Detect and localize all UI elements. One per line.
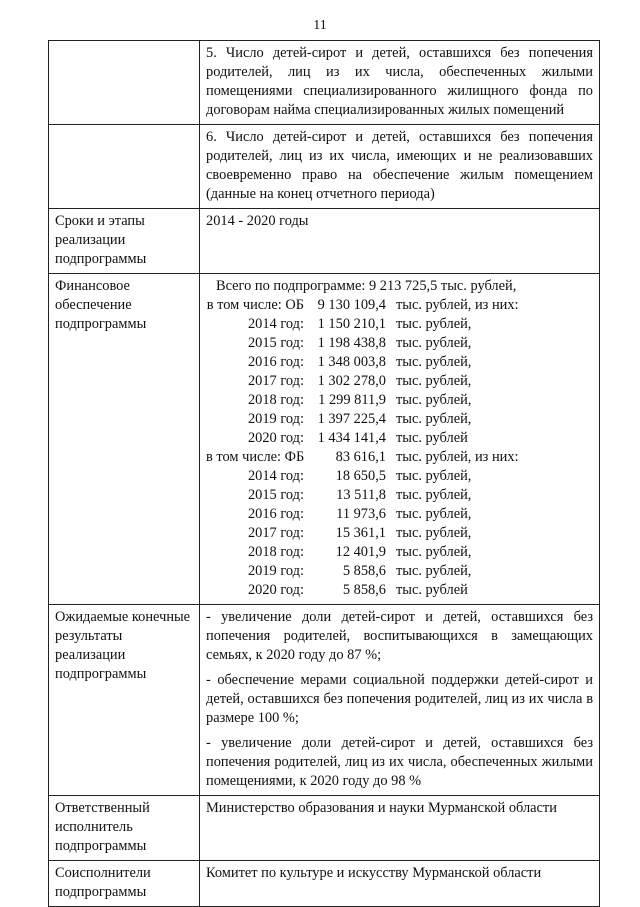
year-label: 2014 год: (247, 316, 304, 332)
year-unit: тыс. рублей, (396, 354, 472, 370)
year-value: 11 973,6 (336, 506, 386, 522)
coexecutors-value: Комитет по культуре и искусству Мурманской области (200, 861, 600, 907)
year-label: 2020 год: (247, 582, 304, 598)
year-unit: тыс. рублей, (396, 525, 472, 541)
year-value: 1 397 225,4 (317, 411, 386, 427)
ob-years (206, 315, 593, 448)
year-label: 2019 год: (247, 411, 304, 427)
fb-label: в том числе: ФБ (206, 449, 305, 465)
finance-year-row (206, 391, 593, 410)
year-value: 15 361,1 (335, 525, 386, 541)
year-value: 1 198 438,8 (317, 335, 386, 351)
results-label: Ожидаемые конечные результаты реализации подпрограммы (49, 605, 200, 796)
table-row (49, 41, 600, 125)
responsible-label: Ответственный исполнитель подпрограммы (49, 796, 200, 861)
indicator-5: 5. Число детей-сирот и детей, оставшихся без попечения родителей, лиц из их числа, обеспеченных жилыми помещениями специализированного жилищного фонда по договорам найма специализированных жилых помещений (200, 41, 600, 125)
finance-year-row (206, 410, 593, 429)
finance-total: Всего по подпрограмме: 9 213 725,5 тыс. рублей, (216, 278, 517, 294)
finance-year-row (206, 353, 593, 372)
year-value: 18 650,5 (335, 468, 386, 484)
table-row (49, 209, 600, 274)
responsible-value: Министерство образования и науки Мурманской области (200, 796, 600, 861)
year-unit: тыс. рублей, (396, 335, 472, 351)
ob-sum: 9 130 109,4 (317, 297, 386, 313)
year-label: 2017 год: (247, 525, 304, 541)
finance-year-row (206, 562, 593, 581)
year-unit: тыс. рублей (396, 582, 468, 598)
year-unit: тыс. рублей, (396, 487, 472, 503)
table-row (49, 861, 600, 907)
year-label: 2019 год: (247, 563, 304, 579)
finance-year-row (206, 581, 593, 600)
year-label: 2016 год: (247, 506, 304, 522)
indicator-6: 6. Число детей-сирот и детей, оставшихся без попечения родителей, лиц из их числа, имеющих и не реализовавших своевременно право на обеспечение жилым помещением (данные на конец отчетного периода) (200, 125, 600, 209)
year-value: 12 401,9 (335, 544, 386, 560)
table-row (49, 605, 600, 796)
empty-label-cell (49, 41, 200, 125)
year-label: 2015 год: (247, 487, 304, 503)
finance-year-row (206, 467, 593, 486)
subprogram-passport-table (48, 40, 600, 907)
finance-label: Финансовое обеспечение подпрограммы (49, 274, 200, 605)
year-value: 1 302 278,0 (317, 373, 386, 389)
finance-year-row (206, 315, 593, 334)
year-label: 2014 год: (247, 468, 304, 484)
year-value: 1 299 811,9 (318, 392, 386, 408)
finance-block (200, 274, 600, 605)
ob-unit: тыс. рублей, из них: (396, 297, 519, 313)
year-label: 2018 год: (247, 392, 304, 408)
terms-value: 2014 - 2020 годы (200, 209, 600, 274)
year-unit: тыс. рублей, (396, 544, 472, 560)
fb-years (206, 467, 593, 600)
year-unit: тыс. рублей (396, 430, 468, 446)
finance-year-row (206, 524, 593, 543)
table-row (49, 796, 600, 861)
fb-unit: тыс. рублей, из них: (396, 449, 519, 465)
result-item: - увеличение доли детей-сирот и детей, оставшихся без попечения родителей, лиц из их числа, обеспеченных жилыми помещениями, к 2020 году до 98 % (206, 735, 593, 789)
year-unit: тыс. рублей, (396, 563, 472, 579)
year-label: 2016 год: (247, 354, 304, 370)
terms-label: Сроки и этапы реализации подпрограммы (49, 209, 200, 274)
year-value: 1 150 210,1 (317, 316, 386, 332)
empty-label-cell (49, 125, 200, 209)
year-unit: тыс. рублей, (396, 506, 472, 522)
finance-year-row (206, 486, 593, 505)
ob-label: в том числе: ОБ (206, 297, 304, 313)
finance-year-row (206, 505, 593, 524)
finance-fb-head (206, 448, 593, 467)
year-label: 2020 год: (247, 430, 304, 446)
year-value: 5 858,6 (342, 563, 386, 579)
fb-sum: 83 616,1 (335, 449, 386, 465)
year-value: 13 511,8 (336, 487, 386, 503)
results-list (200, 605, 600, 796)
table-row (49, 274, 600, 605)
finance-year-row (206, 372, 593, 391)
coexecutors-label: Соисполнители подпрограммы (49, 861, 200, 907)
year-label: 2017 год: (247, 373, 304, 389)
year-value: 1 348 003,8 (317, 354, 386, 370)
finance-year-row (206, 543, 593, 562)
finance-ob-head (206, 296, 593, 315)
year-value: 1 434 141,4 (317, 430, 386, 446)
finance-year-row (206, 334, 593, 353)
year-label: 2018 год: (247, 544, 304, 560)
year-unit: тыс. рублей, (396, 411, 472, 427)
year-unit: тыс. рублей, (396, 468, 472, 484)
year-unit: тыс. рублей, (396, 392, 472, 408)
page-number: 11 (313, 18, 327, 33)
year-unit: тыс. рублей, (396, 373, 472, 389)
year-label: 2015 год: (247, 335, 304, 351)
year-value: 5 858,6 (342, 582, 386, 598)
result-item: - увеличение доли детей-сирот и детей, оставшихся без попечения родителей, воспитывающихся в замещающих семьях, к 2020 году до 87 %; (206, 609, 593, 663)
table-row (49, 125, 600, 209)
result-item: - обеспечение мерами социальной поддержки детей-сирот и детей, оставшихся без попечения родителей, лиц из их числа в размере 100 %; (206, 672, 593, 726)
finance-year-row (206, 429, 593, 448)
year-unit: тыс. рублей, (396, 316, 472, 332)
